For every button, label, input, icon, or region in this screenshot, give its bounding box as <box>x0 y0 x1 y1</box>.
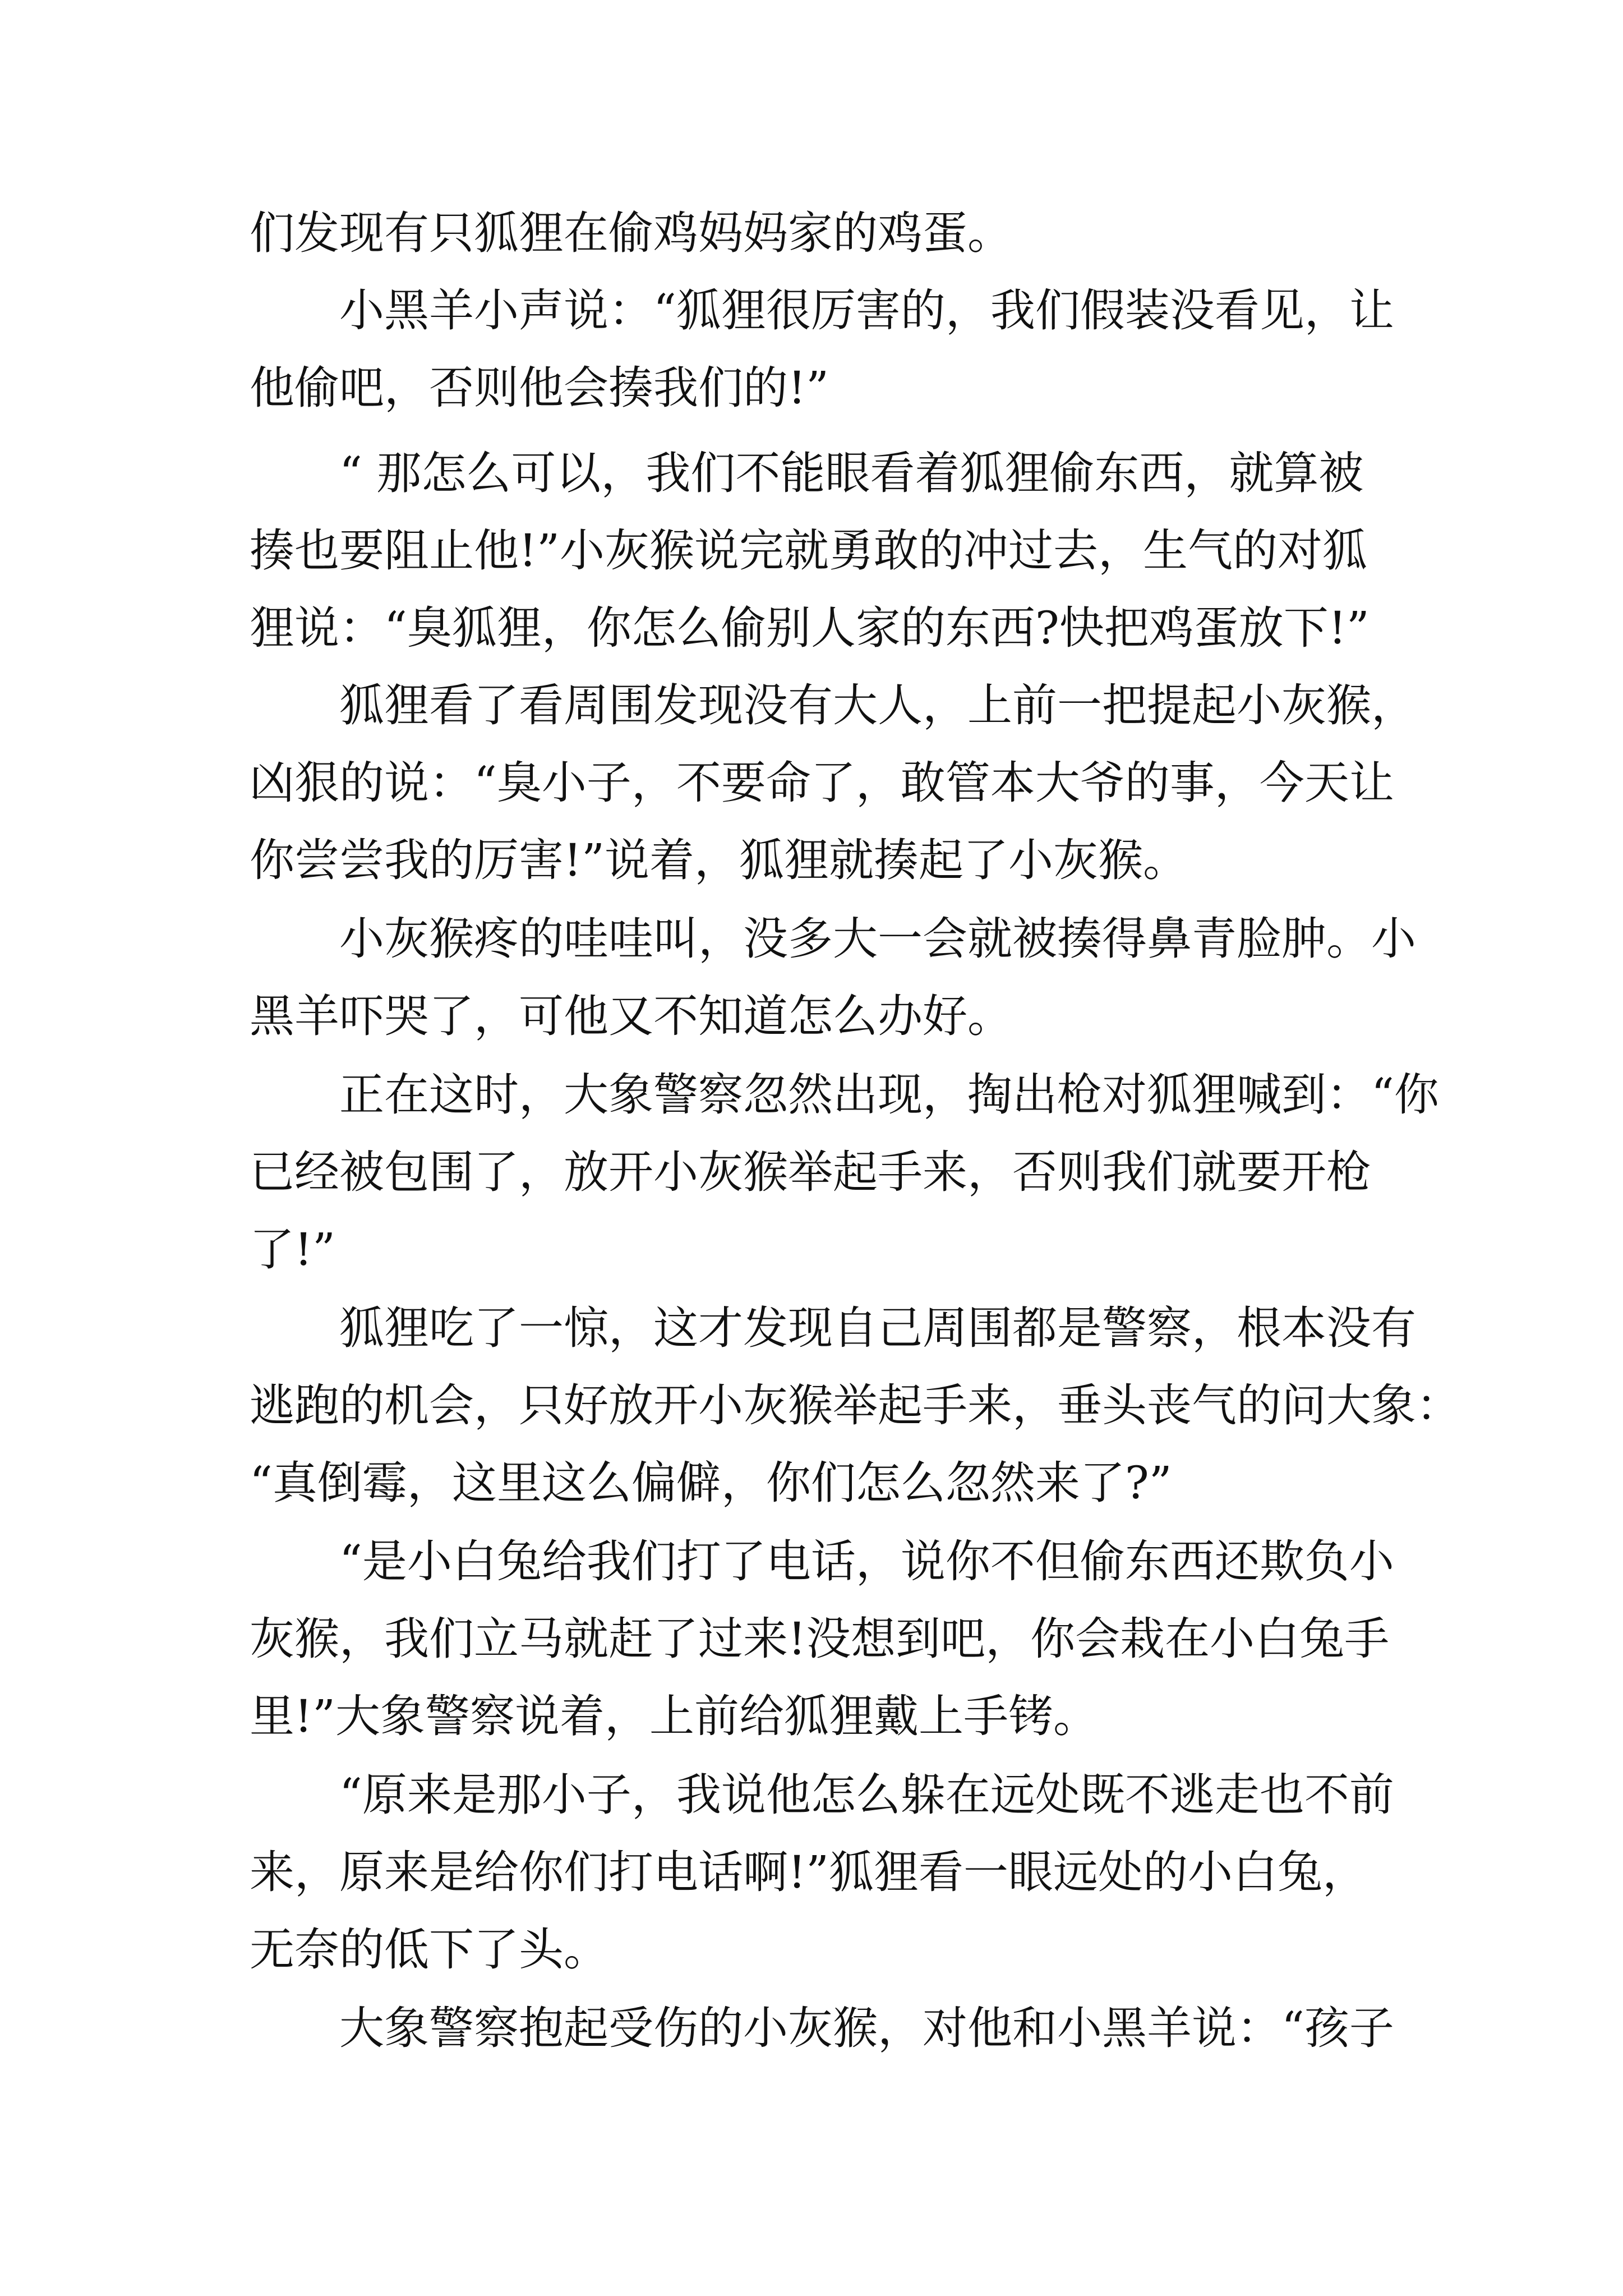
text-line: 凶狠的说：“臭小子，不要命了，敢管本大爷的事，今天让 <box>250 757 1394 809</box>
text-line: “ 那怎么可以，我们不能眼看着狐狸偷东西，就算被 <box>250 447 1364 499</box>
text-line: 了!” <box>250 1223 336 1276</box>
text-line: 无奈的低下了头。 <box>250 1924 608 1976</box>
text-line: “是小白兔给我们打了电话，说你不但偷东西还欺负小 <box>250 1535 1394 1588</box>
text-line: 正在这时，大象警察忽然出现，掏出枪对狐狸喊到：“你 <box>250 1069 1439 1121</box>
text-line: 黑羊吓哭了，可他又不知道怎么办好。 <box>250 990 1012 1042</box>
text-line: 小灰猴疼的哇哇叫，没多大一会就被揍得鼻青脸肿。小 <box>250 913 1416 965</box>
text-line: “原来是那小子，我说他怎么躲在远处既不逃走也不前 <box>250 1769 1394 1821</box>
text-line: 里!”大象警察说着，上前给狐狸戴上手铐。 <box>250 1690 1099 1742</box>
text-line: 逃跑的机会，只好放开小灰猴举起手来，垂头丧气的问大象： <box>250 1379 1461 1432</box>
text-line: 大象警察抱起受伤的小灰猴，对他和小黑羊说：“孩子 <box>250 2002 1394 2054</box>
text-line: 们发现有只狐狸在偷鸡妈妈家的鸡蛋。 <box>250 207 1012 259</box>
text-line: 已经被包围了，放开小灰猴举起手来，否则我们就要开枪 <box>250 1146 1371 1198</box>
story-text <box>250 195 1461 2067</box>
text-line: 狸说：“臭狐狸，你怎么偷别人家的东西?快把鸡蛋放下!” <box>250 602 1370 654</box>
text-line: 他偷吧，否则他会揍我们的!” <box>250 362 829 414</box>
text-line: 狐狸吃了一惊，这才发现自己周围都是警察，根本没有 <box>250 1302 1416 1354</box>
text-line: 揍也要阻止他!”小灰猴说完就勇敢的冲过去，生气的对狐 <box>250 524 1368 577</box>
text-line: 灰猴，我们立马就赶了过来!没想到吧，你会栽在小白兔手 <box>250 1613 1390 1665</box>
text-line: 来，原来是给你们打电话啊!”狐狸看一眼远处的小白兔， <box>250 1846 1368 1898</box>
text-line: 小黑羊小声说：“狐狸很厉害的，我们假装没看见，让 <box>250 284 1394 337</box>
text-line: “真倒霉，这里这么偏僻，你们怎么忽然来了?” <box>250 1457 1172 1509</box>
text-line: 狐狸看了看周围发现没有大人，上前一把提起小灰猴， <box>250 679 1416 731</box>
text-line: 你尝尝我的厉害!”说着，狐狸就揍起了小灰猴。 <box>250 834 1188 886</box>
